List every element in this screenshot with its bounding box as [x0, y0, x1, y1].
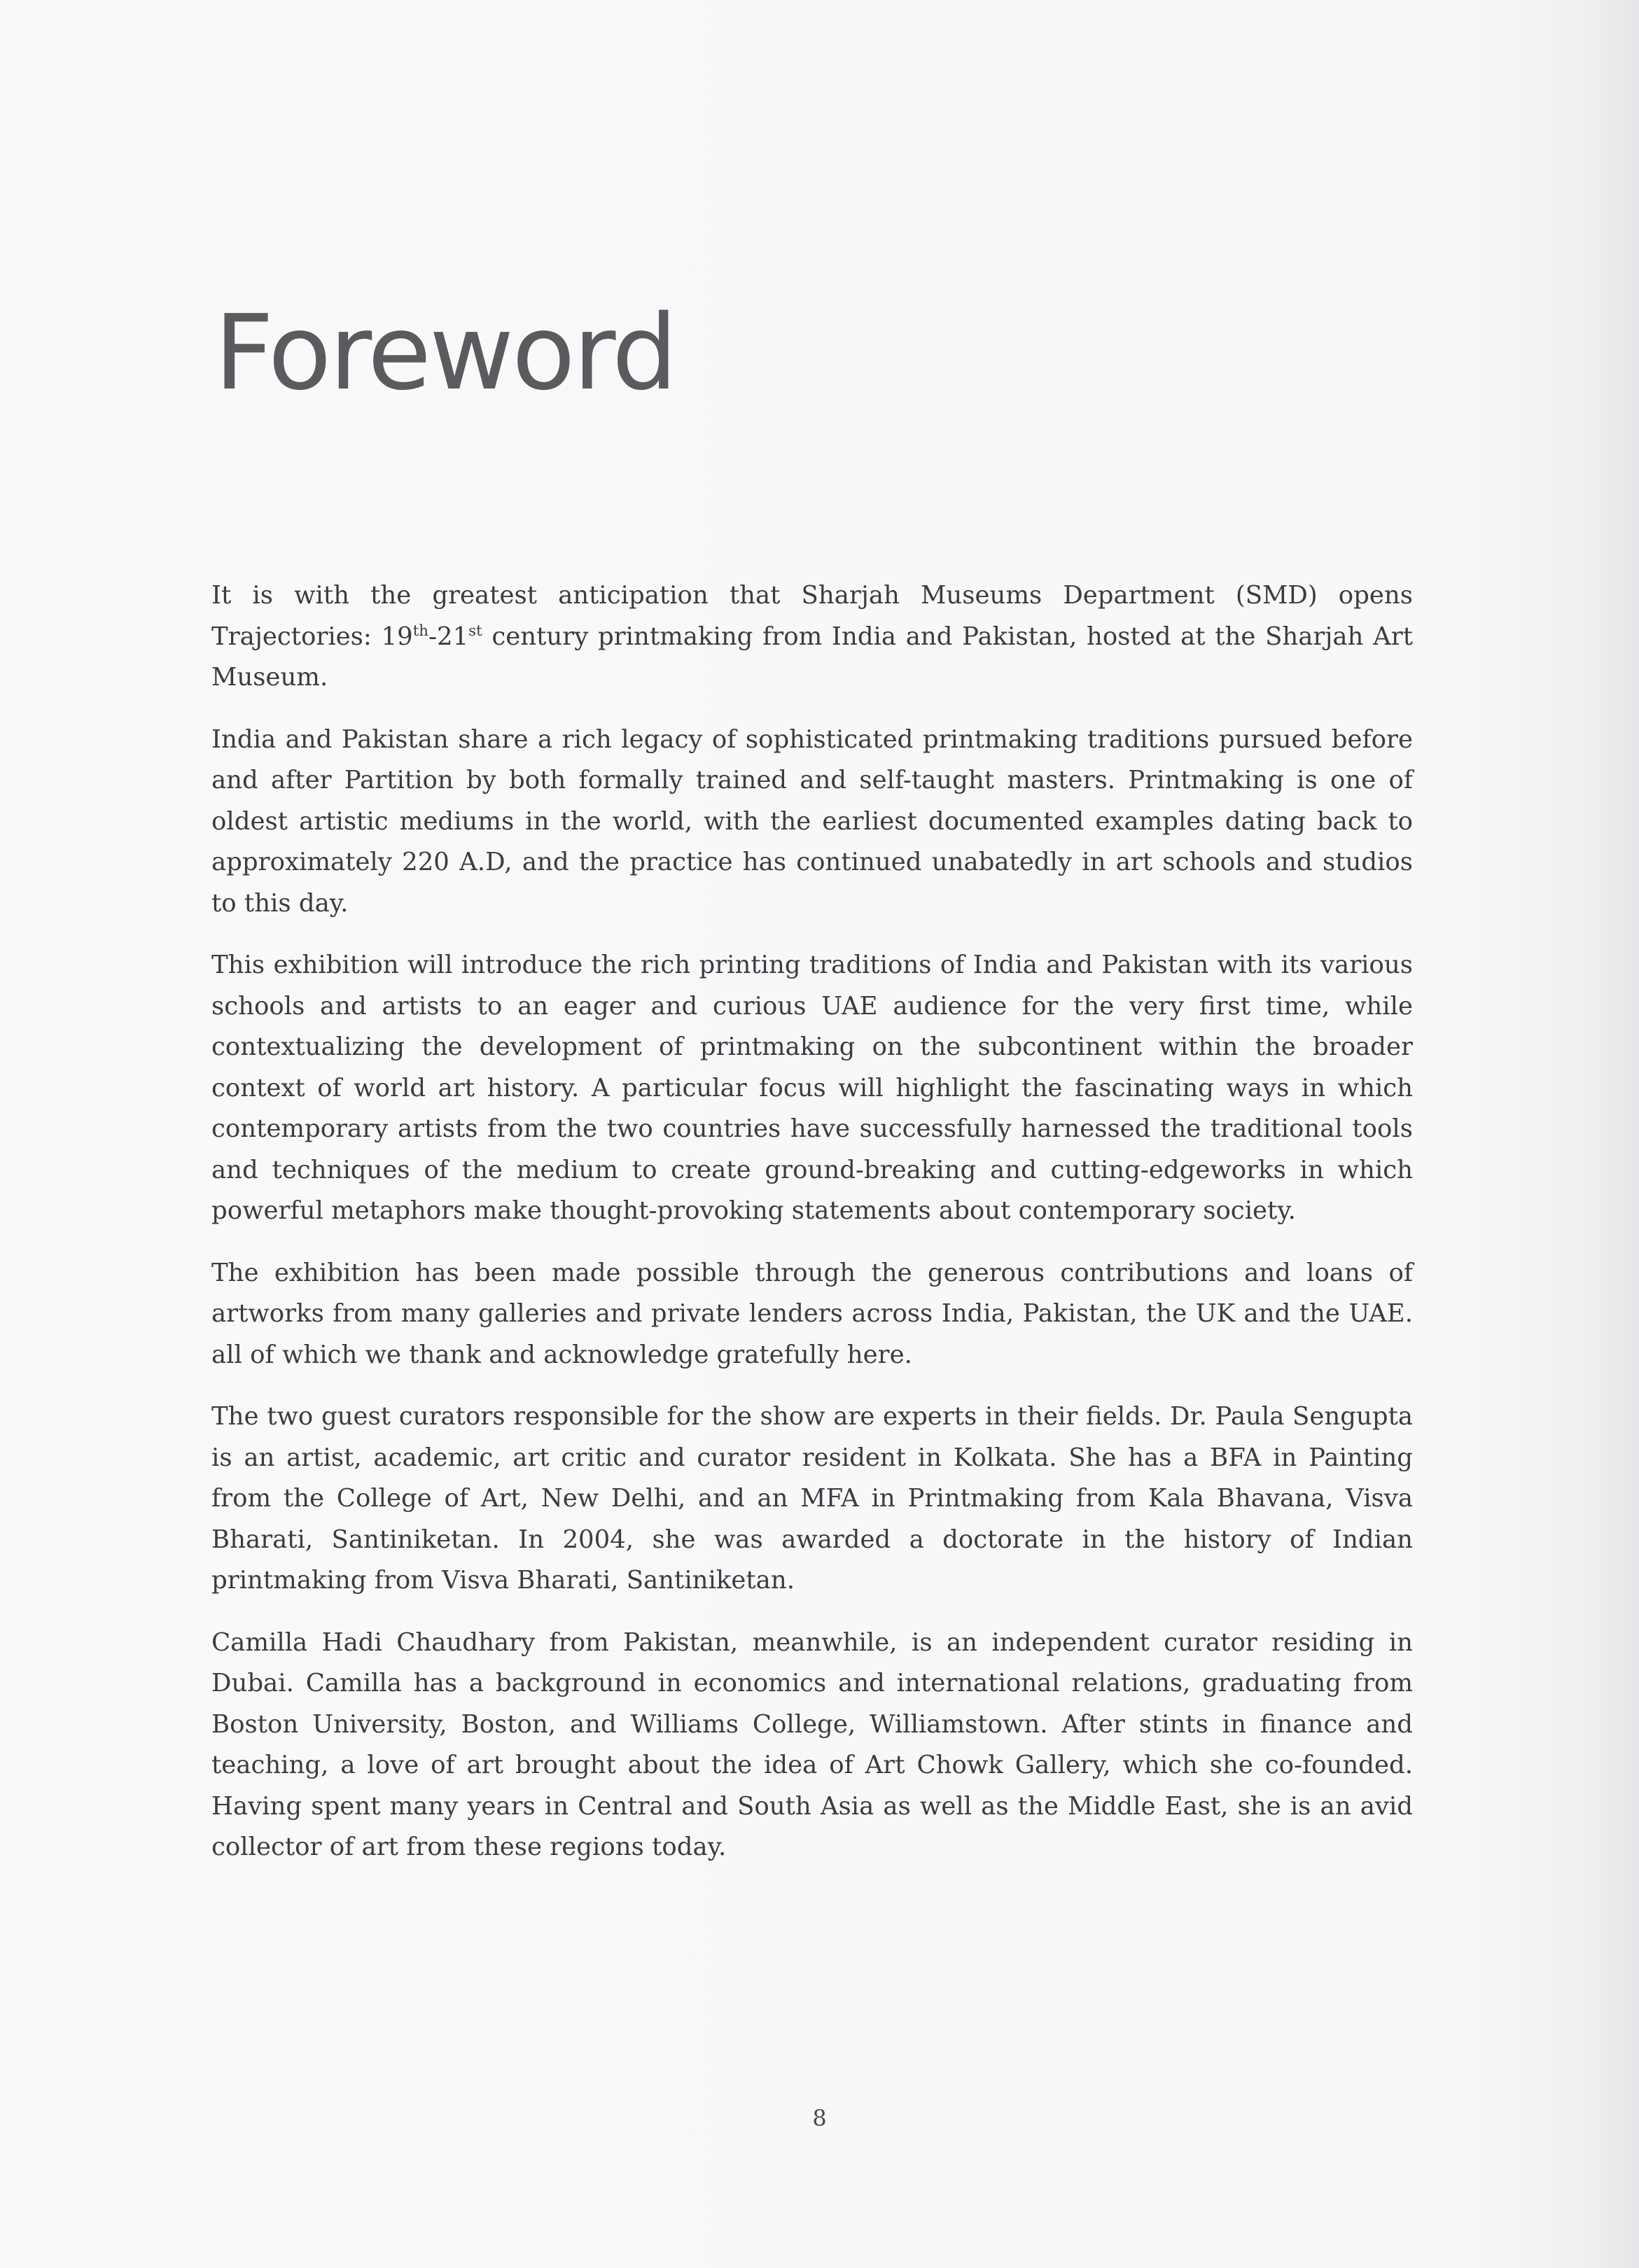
paragraph-acknowledgement: The exhibition has been made possible through the generous contributions and loans of artworks from many galleries and private lenders across India, Pakistan, the UK and the UAE. all of which we thank and acknowledge gratefully here. — [211, 1258, 1413, 1369]
page-title: Foreword — [214, 293, 676, 413]
intro-text-lead: It is with the greatest anticipation that Sharjah Museums Department (SMD) opens Trajectories: 19 — [211, 581, 1413, 651]
intro-text-tail: century printmaking from India and Pakistan, hosted at the Sharjah Art Museum. — [211, 622, 1413, 692]
paragraph-curator-sengupta: The two guest curators responsible for the show are experts in their fields. Dr. Paula Sengupta is an artist, academic, art critic and curator resident in Kolkata. She has a BFA in Painting from the College of Art, New Delhi, and an MFA in Printmaking from Kala Bhavana, Visva Bharati, Santiniketan. In 2004, she was awarded a doctorate in the history of Indian printmaking from Visva Bharati, Santiniketan. — [211, 1402, 1413, 1595]
body-text — [211, 575, 1413, 1889]
paragraph-legacy: India and Pakistan share a rich legacy of sophisticated printmaking traditions pursued before and after Partition by both formally trained and self-taught masters. Printmaking is one of oldest artistic mediums in the world, with the earliest documented examples dating back to approximately 220 A.D, and the practice has continued unabatedly in art schools and studios to this day. — [211, 724, 1413, 918]
paragraph-intro — [211, 575, 1413, 699]
intro-text-mid: -21 — [428, 622, 469, 651]
superscript-th: th — [412, 622, 428, 640]
paragraph-exhibition: This exhibition will introduce the rich printing traditions of India and Pakistan with its various schools and artists to an eager and curious UAE audience for the very first time, while contextualizing the development of printmaking on the subcontinent within the broader context of world art history. A particular focus will highlight the fascinating ways in which contemporary artists from the two countries have successfully harnessed the traditional tools and techniques of the medium to create ground-breaking and cutting-edgeworks in which powerful metaphors make thought-provoking statements about contemporary society. — [211, 951, 1413, 1225]
superscript-st: st — [468, 622, 482, 640]
paragraph-curator-chaudhary: Camilla Hadi Chaudhary from Pakistan, meanwhile, is an independent curator residing in Dubai. Camilla has a background in economics and international relations, graduating from Boston University, Boston, and Williams College, Williamstown. After stints in finance and teaching, a love of art brought about the idea of Art Chowk Gallery, which she co-founded. Having spent many years in Central and South Asia as well as the Middle East, she is an avid collector of art from these regions today. — [211, 1628, 1413, 1861]
page-number: 8 — [812, 2105, 827, 2132]
